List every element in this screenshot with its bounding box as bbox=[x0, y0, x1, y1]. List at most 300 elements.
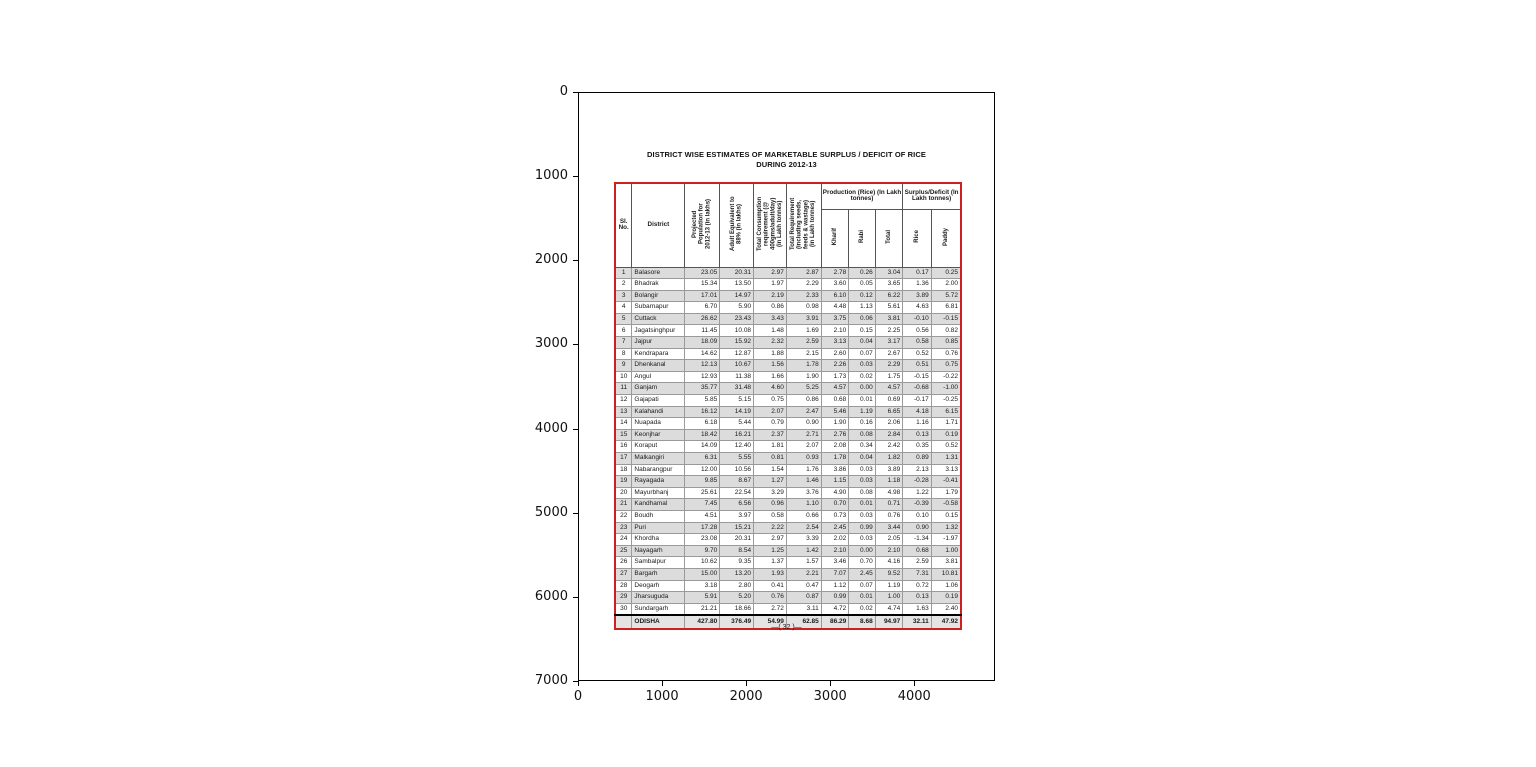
table-cell: 3.17 bbox=[875, 337, 903, 349]
group-header-surplus-deficit: Surplus/Deficit (In Lakh tonnes) bbox=[903, 183, 961, 209]
table-cell: 9.35 bbox=[720, 557, 754, 569]
table-cell: 0.70 bbox=[821, 499, 849, 511]
table-cell: 30 bbox=[615, 603, 632, 615]
table-cell: 17 bbox=[615, 453, 632, 465]
table-cell: 0.04 bbox=[849, 337, 875, 349]
table-cell: 8.67 bbox=[720, 476, 754, 488]
table-cell: 0.02 bbox=[849, 371, 875, 383]
table-cell: 1.90 bbox=[786, 371, 821, 383]
table-cell: 4.74 bbox=[875, 603, 903, 615]
table-cell: 4.98 bbox=[875, 487, 903, 499]
table-cell: 2.47 bbox=[786, 406, 821, 418]
x-tick-mark bbox=[662, 681, 663, 686]
table-cell: 1.71 bbox=[931, 418, 961, 430]
table-cell: 35.77 bbox=[685, 383, 720, 395]
table-row bbox=[615, 325, 961, 337]
y-tick-mark bbox=[573, 681, 578, 682]
table-cell: 32.11 bbox=[903, 615, 932, 629]
table-cell: 0.01 bbox=[849, 499, 875, 511]
table-cell: 2.05 bbox=[875, 534, 903, 546]
table-cell: 13.50 bbox=[720, 279, 754, 291]
table-cell: 6 bbox=[615, 325, 632, 337]
table-row bbox=[615, 267, 961, 279]
y-tick-label: 0 bbox=[559, 84, 568, 99]
table-cell: 2.97 bbox=[754, 267, 787, 279]
table-cell: 22 bbox=[615, 510, 632, 522]
table-cell: 4.57 bbox=[875, 383, 903, 395]
table-cell: 0.25 bbox=[931, 267, 961, 279]
table-cell: -0.58 bbox=[931, 499, 961, 511]
table-cell: 1.16 bbox=[903, 418, 932, 430]
table-cell: 1.37 bbox=[754, 557, 787, 569]
table-cell: 3.13 bbox=[931, 464, 961, 476]
table-cell: Koraput bbox=[632, 441, 685, 453]
table-row bbox=[615, 348, 961, 360]
table-cell: 1.42 bbox=[786, 545, 821, 557]
table-cell: 1.18 bbox=[875, 476, 903, 488]
table-cell: 14.09 bbox=[685, 441, 720, 453]
table-cell: 2.10 bbox=[821, 325, 849, 337]
table-row bbox=[615, 313, 961, 325]
table-cell: 1.19 bbox=[849, 406, 875, 418]
table-cell: 1.10 bbox=[786, 499, 821, 511]
table-cell: 0.85 bbox=[931, 337, 961, 349]
col-header-sl: Sl. No. bbox=[615, 183, 632, 267]
table-cell: 4.72 bbox=[821, 603, 849, 615]
table-cell: 1.78 bbox=[821, 453, 849, 465]
table-cell: 47.92 bbox=[931, 615, 961, 629]
table-cell: 0.68 bbox=[903, 545, 932, 557]
table-cell: 2.13 bbox=[903, 464, 932, 476]
table-cell: Subarnapur bbox=[632, 302, 685, 314]
table-cell: 3.97 bbox=[720, 510, 754, 522]
table-cell: 2.60 bbox=[821, 348, 849, 360]
table-cell: 1.57 bbox=[786, 557, 821, 569]
table-cell: 2.59 bbox=[786, 337, 821, 349]
table-cell: 15.34 bbox=[685, 279, 720, 291]
table-cell: 1.00 bbox=[875, 592, 903, 604]
table-cell: 2.87 bbox=[786, 267, 821, 279]
y-tick-label: 4000 bbox=[534, 420, 568, 436]
table-cell: 2.72 bbox=[754, 603, 787, 615]
table-cell: 0.26 bbox=[849, 267, 875, 279]
table-cell: 2.97 bbox=[754, 534, 787, 546]
table-cell: 0.72 bbox=[903, 580, 932, 592]
table-cell: 11.45 bbox=[685, 325, 720, 337]
table-cell: 10.67 bbox=[720, 360, 754, 372]
table-cell: 0.41 bbox=[754, 580, 787, 592]
table-cell: Bhadrak bbox=[632, 279, 685, 291]
table-cell: 18.42 bbox=[685, 429, 720, 441]
table-row bbox=[615, 371, 961, 383]
y-tick-mark bbox=[573, 344, 578, 345]
table-row bbox=[615, 302, 961, 314]
table-cell: -0.41 bbox=[931, 476, 961, 488]
table-cell: 0.03 bbox=[849, 510, 875, 522]
table-cell: 5.44 bbox=[720, 418, 754, 430]
table-cell: 1.46 bbox=[786, 476, 821, 488]
table-row bbox=[615, 580, 961, 592]
table-cell: 0.87 bbox=[786, 592, 821, 604]
table-cell: ODISHA bbox=[632, 615, 685, 629]
table-cell: 17.28 bbox=[685, 522, 720, 534]
table-cell: 4 bbox=[615, 302, 632, 314]
table-cell: -0.10 bbox=[903, 313, 932, 325]
table-row bbox=[615, 429, 961, 441]
table-cell: Rayagada bbox=[632, 476, 685, 488]
table-cell: Jajpur bbox=[632, 337, 685, 349]
x-tick-label: 0 bbox=[573, 689, 583, 704]
table-cell: 27 bbox=[615, 568, 632, 580]
table-cell: Sambalpur bbox=[632, 557, 685, 569]
table-cell: 0.13 bbox=[903, 592, 932, 604]
table-cell: 18.66 bbox=[720, 603, 754, 615]
table-cell: 2.10 bbox=[821, 545, 849, 557]
table-cell: 1.73 bbox=[821, 371, 849, 383]
table-cell: 54.99 bbox=[754, 615, 787, 629]
table-cell: 26.62 bbox=[685, 313, 720, 325]
table-cell: 5.15 bbox=[720, 395, 754, 407]
x-tick-label: 3000 bbox=[813, 689, 847, 704]
table-cell: 2.42 bbox=[875, 441, 903, 453]
table-cell: 3.75 bbox=[821, 313, 849, 325]
table-cell: Jagatsinghpur bbox=[632, 325, 685, 337]
table-cell: 7.07 bbox=[821, 568, 849, 580]
table-cell: 0.52 bbox=[931, 441, 961, 453]
table-cell: 2.45 bbox=[849, 568, 875, 580]
table-cell: 2.08 bbox=[821, 441, 849, 453]
table-cell: 3.76 bbox=[786, 487, 821, 499]
table-cell: 14.62 bbox=[685, 348, 720, 360]
table-cell: 1.32 bbox=[931, 522, 961, 534]
table-cell: 12.00 bbox=[685, 464, 720, 476]
table-cell: 15 bbox=[615, 429, 632, 441]
table-cell: 86.29 bbox=[821, 615, 849, 629]
table-cell: 10 bbox=[615, 371, 632, 383]
col-header-consumption: Total Consumption requirement (@ 400gms/adult/day) (in Lakh tonnes) bbox=[754, 183, 787, 267]
y-tick-label: 1000 bbox=[534, 168, 568, 184]
table-cell: 2.15 bbox=[786, 348, 821, 360]
table-cell: 1.93 bbox=[754, 568, 787, 580]
table-cell: 6.31 bbox=[685, 453, 720, 465]
table-cell: 6.10 bbox=[821, 290, 849, 302]
y-tick-label: 3000 bbox=[534, 336, 568, 352]
table-cell: 6.15 bbox=[931, 406, 961, 418]
table-cell: 9.85 bbox=[685, 476, 720, 488]
table-cell: 13 bbox=[615, 406, 632, 418]
table-row bbox=[615, 383, 961, 395]
table-cell: 5.25 bbox=[786, 383, 821, 395]
table-cell: 28 bbox=[615, 580, 632, 592]
table-cell: 1.88 bbox=[754, 348, 787, 360]
table-cell: 15.92 bbox=[720, 337, 754, 349]
table-cell: 7 bbox=[615, 337, 632, 349]
table-cell: 0.96 bbox=[754, 499, 787, 511]
table-row bbox=[615, 279, 961, 291]
table-cell: 0.76 bbox=[875, 510, 903, 522]
table-cell: 62.85 bbox=[786, 615, 821, 629]
table-cell: 5.61 bbox=[875, 302, 903, 314]
table-cell: -0.15 bbox=[903, 371, 932, 383]
table-cell: 3.81 bbox=[931, 557, 961, 569]
table-cell: Sundargarh bbox=[632, 603, 685, 615]
table-cell: 0.16 bbox=[849, 418, 875, 430]
table-cell: 0.03 bbox=[849, 464, 875, 476]
table-cell: Dhenkanal bbox=[632, 360, 685, 372]
table-cell: 4.18 bbox=[903, 406, 932, 418]
table-cell: 31.48 bbox=[720, 383, 754, 395]
table-cell: 1.79 bbox=[931, 487, 961, 499]
table-cell: 0.13 bbox=[903, 429, 932, 441]
table-cell: 2.54 bbox=[786, 522, 821, 534]
table-cell: 12.40 bbox=[720, 441, 754, 453]
table-cell: 1 bbox=[615, 267, 632, 279]
table-cell: 25.61 bbox=[685, 487, 720, 499]
table-row bbox=[615, 487, 961, 499]
table-cell: 1.90 bbox=[821, 418, 849, 430]
table-cell: 1.22 bbox=[903, 487, 932, 499]
table-cell: 4.48 bbox=[821, 302, 849, 314]
table-cell: 2.37 bbox=[754, 429, 787, 441]
table-cell: Bolangir bbox=[632, 290, 685, 302]
table-cell: Bargarh bbox=[632, 568, 685, 580]
table-cell: 4.57 bbox=[821, 383, 849, 395]
table-cell: 23.08 bbox=[685, 534, 720, 546]
table-cell: 13.20 bbox=[720, 568, 754, 580]
table-cell: 0.17 bbox=[903, 267, 932, 279]
x-tick-label: 2000 bbox=[729, 689, 763, 704]
table-cell: 0.52 bbox=[903, 348, 932, 360]
table-cell: -0.22 bbox=[931, 371, 961, 383]
x-tick-label: 1000 bbox=[645, 689, 679, 704]
table-cell: 0.68 bbox=[821, 395, 849, 407]
table-cell: 2.71 bbox=[786, 429, 821, 441]
table-row bbox=[615, 545, 961, 557]
table-cell: 5.90 bbox=[720, 302, 754, 314]
table-cell: 6.56 bbox=[720, 499, 754, 511]
table-cell: 0.82 bbox=[931, 325, 961, 337]
table-row bbox=[615, 510, 961, 522]
table-cell: 0.79 bbox=[754, 418, 787, 430]
table-cell: 9.52 bbox=[875, 568, 903, 580]
x-tick-mark bbox=[914, 681, 915, 686]
table-cell: 29 bbox=[615, 592, 632, 604]
table-cell: 3.04 bbox=[875, 267, 903, 279]
table-row bbox=[615, 290, 961, 302]
table-cell: 3.39 bbox=[786, 534, 821, 546]
table-cell: 0.19 bbox=[931, 592, 961, 604]
table-cell: 0.07 bbox=[849, 580, 875, 592]
x-tick-mark bbox=[578, 681, 579, 686]
table-cell: 1.97 bbox=[754, 279, 787, 291]
table-row bbox=[615, 603, 961, 615]
table-cell: 6.22 bbox=[875, 290, 903, 302]
table-cell: 14.19 bbox=[720, 406, 754, 418]
table-cell: 1.25 bbox=[754, 545, 787, 557]
table-cell: Puri bbox=[632, 522, 685, 534]
col-header-total: Total bbox=[875, 209, 903, 267]
table-row bbox=[615, 522, 961, 534]
table-cell: 1.75 bbox=[875, 371, 903, 383]
table-cell: 0.00 bbox=[849, 383, 875, 395]
table-cell: -0.39 bbox=[903, 499, 932, 511]
table-cell: 16.12 bbox=[685, 406, 720, 418]
table-cell: 2.29 bbox=[786, 279, 821, 291]
table-cell: 3.86 bbox=[821, 464, 849, 476]
table-cell: 5.91 bbox=[685, 592, 720, 604]
table-cell: 3.81 bbox=[875, 313, 903, 325]
table-cell: Jharsuguda bbox=[632, 592, 685, 604]
table-cell: 7.31 bbox=[903, 568, 932, 580]
table-cell: -0.28 bbox=[903, 476, 932, 488]
table-cell: Angul bbox=[632, 371, 685, 383]
y-tick-mark bbox=[573, 260, 578, 261]
table-cell: Kandhamal bbox=[632, 499, 685, 511]
table-cell: 11 bbox=[615, 383, 632, 395]
col-header-population: Projected Population for 2012-13 (in lakhs) bbox=[685, 183, 720, 267]
table-cell: 20.31 bbox=[720, 534, 754, 546]
table-cell: Deogarh bbox=[632, 580, 685, 592]
table-cell: 0.69 bbox=[875, 395, 903, 407]
table-cell: 2.84 bbox=[875, 429, 903, 441]
table-cell: 12 bbox=[615, 395, 632, 407]
table-cell: -0.25 bbox=[931, 395, 961, 407]
table-cell: 3.65 bbox=[875, 279, 903, 291]
rice-surplus-table bbox=[614, 182, 962, 630]
table-cell: 2.07 bbox=[754, 406, 787, 418]
table-cell: 0.89 bbox=[903, 453, 932, 465]
table-cell: -1.34 bbox=[903, 534, 932, 546]
table-cell: 4.63 bbox=[903, 302, 932, 314]
table-cell: -0.68 bbox=[903, 383, 932, 395]
table-cell: -1.97 bbox=[931, 534, 961, 546]
table-cell: 2 bbox=[615, 279, 632, 291]
table-row bbox=[615, 499, 961, 511]
table-cell: 3.60 bbox=[821, 279, 849, 291]
table-cell: 12.87 bbox=[720, 348, 754, 360]
table-cell: 23 bbox=[615, 522, 632, 534]
table-cell: 0.10 bbox=[903, 510, 932, 522]
table-cell: 3.29 bbox=[754, 487, 787, 499]
table-cell: 0.76 bbox=[931, 348, 961, 360]
table-cell: 10.08 bbox=[720, 325, 754, 337]
table-cell: 0.75 bbox=[754, 395, 787, 407]
table-cell: 2.80 bbox=[720, 580, 754, 592]
table-cell: 11.38 bbox=[720, 371, 754, 383]
table-row bbox=[615, 534, 961, 546]
y-tick-mark bbox=[573, 513, 578, 514]
col-header-kharif: Kharif bbox=[821, 209, 849, 267]
table-cell: 25 bbox=[615, 545, 632, 557]
table-cell: 0.19 bbox=[931, 429, 961, 441]
table-row bbox=[615, 592, 961, 604]
table-cell: 16.21 bbox=[720, 429, 754, 441]
table-cell: 0.04 bbox=[849, 453, 875, 465]
table-cell: 5.55 bbox=[720, 453, 754, 465]
y-tick-label: 7000 bbox=[534, 672, 568, 688]
table-row bbox=[615, 453, 961, 465]
table-cell: 3.91 bbox=[786, 313, 821, 325]
table-cell: 5.46 bbox=[821, 406, 849, 418]
y-tick-mark bbox=[573, 597, 578, 598]
table-row bbox=[615, 441, 961, 453]
table-cell: 14.97 bbox=[720, 290, 754, 302]
table-cell: 3.13 bbox=[821, 337, 849, 349]
table-cell: 3.89 bbox=[875, 464, 903, 476]
table-cell: 14 bbox=[615, 418, 632, 430]
table-cell: 3.18 bbox=[685, 580, 720, 592]
table-cell: 8.54 bbox=[720, 545, 754, 557]
table-cell: 8.68 bbox=[849, 615, 875, 629]
table-cell: 1.69 bbox=[786, 325, 821, 337]
table-cell: 2.59 bbox=[903, 557, 932, 569]
table-cell: 1.13 bbox=[849, 302, 875, 314]
table-cell: 22.54 bbox=[720, 487, 754, 499]
table-cell: 0.90 bbox=[903, 522, 932, 534]
col-header-district: District bbox=[632, 183, 685, 267]
y-tick-label: 2000 bbox=[534, 252, 568, 268]
table-cell: 3.43 bbox=[754, 313, 787, 325]
table-cell: 1.63 bbox=[903, 603, 932, 615]
table-cell: 0.86 bbox=[786, 395, 821, 407]
page-number-marker: —( 32 )— bbox=[771, 624, 802, 631]
table-row bbox=[615, 476, 961, 488]
table-cell: 1.06 bbox=[931, 580, 961, 592]
table-cell: 2.40 bbox=[931, 603, 961, 615]
table-cell: 18 bbox=[615, 464, 632, 476]
table-cell: 0.70 bbox=[849, 557, 875, 569]
table-cell: 3.46 bbox=[821, 557, 849, 569]
table-cell: 0.03 bbox=[849, 534, 875, 546]
table-cell: 18.09 bbox=[685, 337, 720, 349]
table-cell: 2.67 bbox=[875, 348, 903, 360]
table-cell: Keonjhar bbox=[632, 429, 685, 441]
table-cell: 16 bbox=[615, 441, 632, 453]
table-cell: Kalahandi bbox=[632, 406, 685, 418]
table-cell: 23.05 bbox=[685, 267, 720, 279]
table-cell: Nayagarh bbox=[632, 545, 685, 557]
table-body bbox=[615, 267, 961, 629]
document-title bbox=[579, 150, 994, 170]
table-cell: Kendrapara bbox=[632, 348, 685, 360]
col-header-adult-equivalent: Adult Equivalent to 88% (in lakhs) bbox=[720, 183, 754, 267]
document-title-line2: DURING 2012-13 bbox=[756, 160, 817, 170]
table-cell: Ganjam bbox=[632, 383, 685, 395]
table-row bbox=[615, 337, 961, 349]
table-cell: 3.89 bbox=[903, 290, 932, 302]
table-cell: 1.36 bbox=[903, 279, 932, 291]
document-title-line1: DISTRICT WISE ESTIMATES OF MARKETABLE SURPLUS / DEFICIT OF RICE bbox=[647, 150, 926, 159]
table-cell: -0.17 bbox=[903, 395, 932, 407]
table-cell: Khordha bbox=[632, 534, 685, 546]
table-cell: 12.93 bbox=[685, 371, 720, 383]
table-cell: 2.25 bbox=[875, 325, 903, 337]
table-cell: 2.07 bbox=[786, 441, 821, 453]
table-cell: 7.45 bbox=[685, 499, 720, 511]
table-cell: 2.32 bbox=[754, 337, 787, 349]
table-cell: 0.81 bbox=[754, 453, 787, 465]
table-cell: 3.44 bbox=[875, 522, 903, 534]
table-cell: 2.26 bbox=[821, 360, 849, 372]
table-cell: 0.35 bbox=[903, 441, 932, 453]
table-row bbox=[615, 406, 961, 418]
table-cell: 0.47 bbox=[786, 580, 821, 592]
table-cell: 3.11 bbox=[786, 603, 821, 615]
table-cell: 5.20 bbox=[720, 592, 754, 604]
table-cell: 0.71 bbox=[875, 499, 903, 511]
table-cell: 1.76 bbox=[786, 464, 821, 476]
table-cell: 26 bbox=[615, 557, 632, 569]
